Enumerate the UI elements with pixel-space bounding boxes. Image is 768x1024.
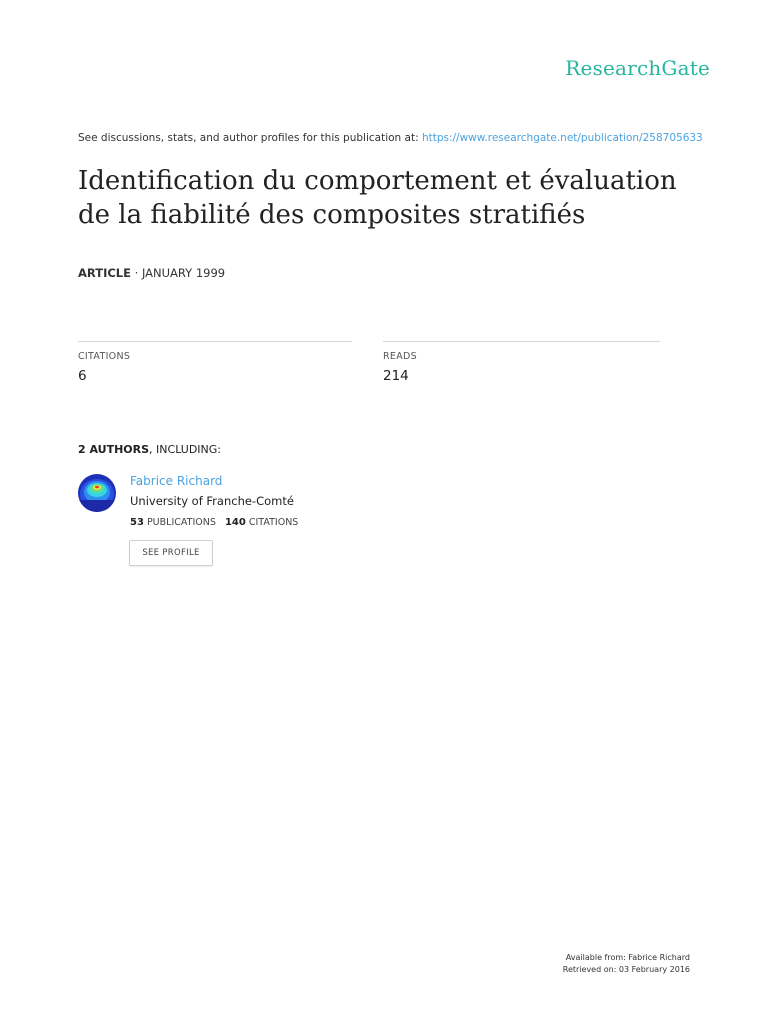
reads-label: READS <box>383 351 417 362</box>
researchgate-logo[interactable]: ResearchGate <box>565 56 710 80</box>
author-publications-label: PUBLICATIONS <box>146 517 216 528</box>
publication-meta <box>78 266 225 280</box>
citations-value: 6 <box>78 368 87 384</box>
author-citations-label: CITATIONS <box>248 517 299 528</box>
title-line-2: de la fiabilité des composites stratifiés <box>78 200 586 230</box>
discussion-line <box>78 132 703 144</box>
title-line-1: Identification du comportement et évaluation <box>78 166 677 196</box>
author-institution: University of Franche-Comté <box>130 494 294 508</box>
publication-type: ARTICLE <box>78 266 131 280</box>
publication-link[interactable]: https://www.researchgate.net/publication/258705633 <box>421 132 703 144</box>
footer-info <box>563 952 690 976</box>
reads-divider <box>383 341 660 342</box>
retrieved-on: Retrieved on: 03 February 2016 <box>562 965 690 974</box>
discussion-text: See discussions, stats, and author profiles for this publication at: <box>78 132 422 144</box>
citations-divider <box>78 341 352 342</box>
citations-label: CITATIONS <box>78 351 131 362</box>
meta-separator: · <box>131 266 142 280</box>
publication-date: JANUARY 1999 <box>141 266 226 280</box>
see-profile-button[interactable]: SEE PROFILE <box>129 540 213 566</box>
author-avatar[interactable] <box>78 474 116 512</box>
authors-count: 2 AUTHORS <box>78 443 150 456</box>
authors-heading <box>78 443 221 456</box>
author-stats <box>130 517 298 528</box>
contour-plot-avatar-icon <box>78 474 116 512</box>
reads-value: 214 <box>383 368 409 384</box>
publication-title <box>78 164 698 232</box>
author-publications-count: 53 <box>130 517 144 528</box>
author-citations-count: 140 <box>224 517 246 528</box>
available-from: Available from: Fabrice Richard <box>565 953 690 962</box>
author-name-link[interactable]: Fabrice Richard <box>130 474 223 488</box>
authors-including: , INCLUDING: <box>149 443 221 456</box>
